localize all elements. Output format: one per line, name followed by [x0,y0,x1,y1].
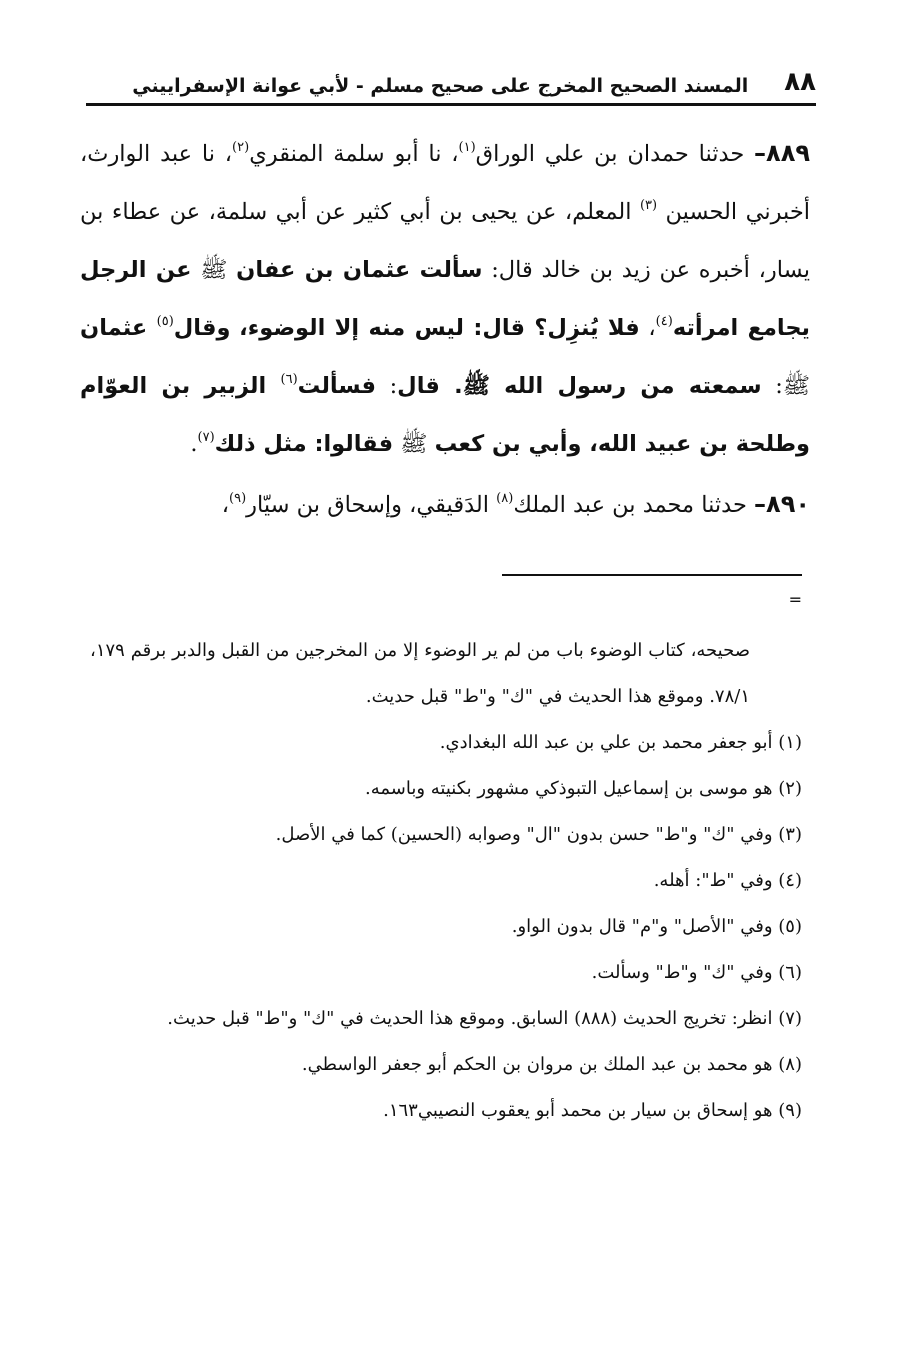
text-run: ﷺ [191,257,237,283]
hadith-number: ٨٩٠– [754,490,810,518]
text-run: حدثنا حمدان بن علي الوراق [475,141,755,167]
footnote-ref: (٣) [639,198,658,213]
bold-run: سمعته من رسول الله ﷺ. قال [397,373,762,399]
footnote-ref: (٤) [655,314,673,329]
footnote-2: (٢) هو موسى بن إسماعيل التبوذكي مشهور بكنيته وباسمه. [365,778,802,799]
bold-run: فلا يُنزِل؟ قال: ليس منه إلا الوضوء، [239,315,640,341]
continuation-mark: = [788,590,802,609]
running-header [86,66,816,106]
footnotes [90,628,802,1134]
text-run: . [190,431,198,457]
footnote-ref: (٨) [496,491,514,506]
footnote-7: (٧) انظر: تخريج الحديث (٨٨٨) السابق. وموقع هذا الحديث في "ك" و"ط" قبل حديث. [167,1008,802,1029]
text-run: الدَقيقي، وإسحاق بن سيّار [246,492,497,518]
footnote-9: (٩) هو إسحاق بن سيار بن محمد أبو يعقوب النصيبي١٦٣. [383,1100,802,1121]
footnote-ref: (٦) [280,372,298,387]
text-run: ، نا عبد الوارث، أخبرني الحسين [80,141,810,225]
text-run: ، [639,315,656,341]
footnote-5: (٥) وفي "الأصل" و"م" قال بدون الواو. [511,916,802,937]
text-run: ﷺ [393,431,435,457]
text-run [230,315,239,341]
bold-run: فقالوا: مثل ذلك [214,431,394,457]
footnote-ref: (٢) [232,140,250,155]
hadith-890 [80,475,810,534]
bold-run: سألت عثمان بن عفان [236,257,483,283]
footnote-1: (١) أبو جعفر محمد بن علي بن عبد الله البغدادي. [439,732,802,753]
bold-run: عثمان [80,315,157,341]
footnote-4: (٤) وفي "ط": أهله. [653,870,802,891]
text-run: ، [221,492,229,518]
bold-run: عن الرجل يجامع امرأته [80,257,811,341]
bold-run: فسألت [297,373,376,399]
text-run: حدثنا محمد بن عبد الملك [513,492,755,518]
text-run: المعلم، عن يحيى بن أبي كثير عن أبي سلمة، عن عطاء بن يسار، أخبره عن زيد بن خالد قال: [80,199,810,283]
footnote-6: (٦) وفي "ك" و"ط" وسألت. [591,962,802,983]
text-run: : [375,373,398,399]
footnote-ref: (١) [458,140,476,155]
footnote-separator [502,574,802,576]
footnote-3: (٣) وفي "ك" و"ط" حسن بدون "ال" وصوابه (الحسين) كما في الأصل. [275,824,802,845]
text-run: ، نا أبو سلمة المنقري [249,141,459,167]
running-title: المسند الصحيح المخرج على صحيح مسلم - لأبي عوانة الإسفراييني [132,75,749,97]
text-run: ﷺ: [761,373,811,399]
main-text [80,124,810,534]
bold-run: وقال [173,315,231,341]
footnote-continuation: صحيحه، كتاب الوضوء باب من لم ير الوضوء إلا من المخرجين من القبل والدبر برقم ١٧٩، ٧٨/١. وموقع هذا الحديث في "ك" و"ط" قبل حديث. [90,640,750,707]
hadith-number: ٨٨٩– [754,139,810,167]
footnote-ref: (٩) [229,491,247,506]
page-number: ٨٨ [784,67,816,97]
footnote-ref: (٥) [156,314,174,329]
footnote-8: (٨) هو محمد بن عبد الملك بن مروان بن الحكم أبو جعفر الواسطي. [301,1054,802,1075]
footnote-ref: (٧) [197,430,215,445]
hadith-889 [80,124,810,473]
bold-run: الزبير بن العوّام وطلحة بن عبيد الله، وأبي بن كعب [80,373,810,457]
